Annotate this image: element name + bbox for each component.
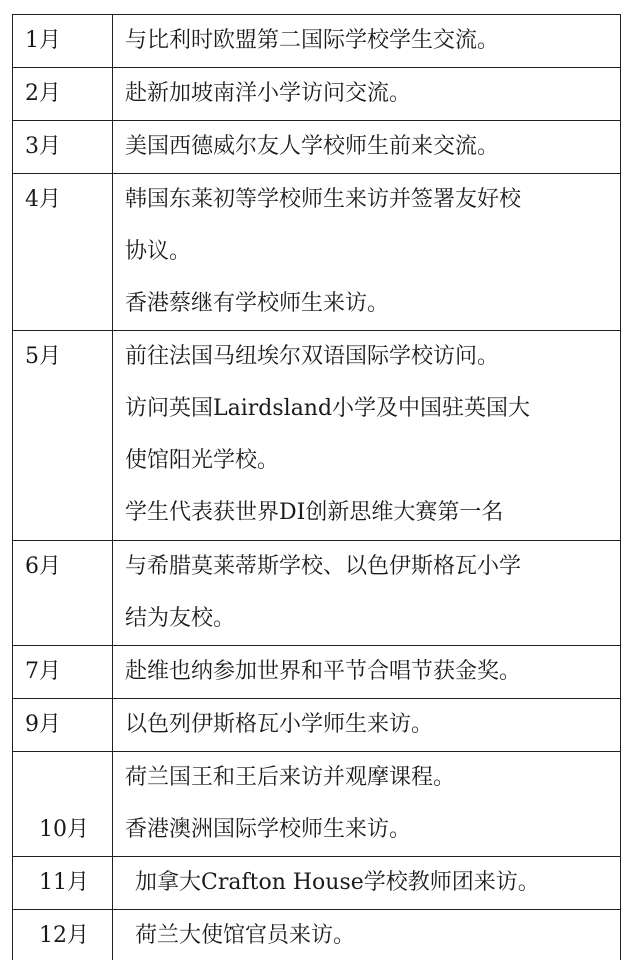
table-row [13,174,621,331]
event-line: 与比利时欧盟第二国际学校学生交流。 [125,28,500,53]
event-line: 赴新加坡南洋小学访问交流。 [125,81,412,106]
month-cell: 12月 [13,910,113,960]
table-row [13,68,621,121]
table-row [13,699,621,752]
event-line: 韩国东莱初等学校师生来访并签署友好校 [125,187,522,212]
event-line: 美国西德威尔友人学校师生前来交流。 [125,134,500,159]
event-line: 结为友校。 [125,606,236,631]
event-line: 与希腊莫莱蒂斯学校、以色伊斯格瓦小学 [125,554,522,579]
month-cell: 1月 [13,15,113,68]
event-line: 前往法国马纽埃尔双语国际学校访问。 [125,344,500,369]
month-cell: 4月 [13,174,113,331]
events-cell [113,174,621,331]
month-cell: 2月 [13,68,113,121]
event-line: 学生代表获世界DI创新思维大赛第一名 [125,500,504,525]
events-cell [113,121,621,174]
events-cell [113,699,621,752]
month-cell: 7月 [13,646,113,699]
table-row [13,857,621,910]
table-row [13,910,621,960]
events-cell [113,331,621,541]
table-row [13,15,621,68]
events-cell [113,646,621,699]
event-line: 香港澳洲国际学校师生来访。 [125,817,412,842]
table-row [13,121,621,174]
event-line: 协议。 [125,239,192,264]
exchange-schedule-table [12,14,621,960]
events-cell [113,910,621,960]
table-row [13,752,621,857]
table-row [13,646,621,699]
event-line: 访问英国Lairdsland小学及中国驻英国大 [125,396,531,421]
events-cell [113,68,621,121]
event-line: 以色列伊斯格瓦小学师生来访。 [125,712,434,737]
event-line: 荷兰国王和王后来访并观摩课程。 [125,765,456,790]
event-line: 加拿大Crafton House学校教师团来访。 [135,870,540,895]
events-cell [113,857,621,910]
month-cell: 6月 [13,541,113,646]
month-cell: 9月 [13,699,113,752]
month-cell: 11月 [13,857,113,910]
events-cell [113,541,621,646]
event-line: 赴维也纳参加世界和平节合唱节获金奖。 [125,659,522,684]
month-cell: 5月 [13,331,113,541]
event-line: 香港蔡继有学校师生来访。 [125,291,390,316]
events-cell [113,752,621,857]
events-cell [113,15,621,68]
month-cell: 10月 [13,752,113,857]
table-row [13,541,621,646]
event-line: 使馆阳光学校。 [125,448,280,473]
table-row [13,331,621,541]
month-cell: 3月 [13,121,113,174]
event-line: 荷兰大使馆官员来访。 [135,923,356,948]
